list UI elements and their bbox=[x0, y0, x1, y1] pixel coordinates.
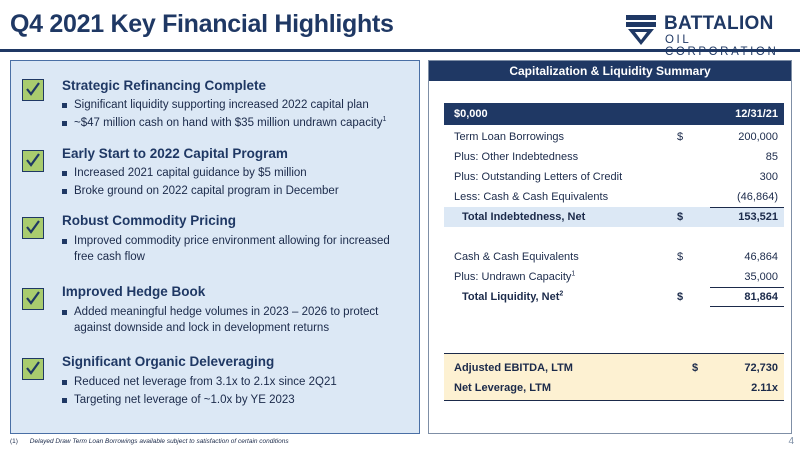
highlights-panel bbox=[10, 60, 420, 434]
row-label: Plus: Undrawn Capacity$^1$ bbox=[454, 270, 576, 283]
bullet-item: ~$47 million cash on hand with $35 million undrawn capacity$^1$ bbox=[62, 115, 412, 131]
section-title: Improved Hedge Book bbox=[62, 284, 206, 299]
logo-wordmark: BATTALION bbox=[664, 13, 774, 34]
ebitda-row bbox=[444, 358, 784, 378]
page-number: 4 bbox=[788, 436, 794, 447]
units-label: $0,000 bbox=[454, 108, 488, 120]
section-title: Strategic Refinancing Complete bbox=[62, 78, 267, 93]
page-title: Q4 2021 Key Financial Highlights bbox=[10, 10, 394, 38]
row-label: Term Loan Borrowings bbox=[454, 131, 565, 143]
table-row bbox=[444, 147, 784, 167]
checkmark-icon bbox=[22, 288, 44, 310]
currency-symbol: $ bbox=[677, 131, 684, 143]
section-title: Early Start to 2022 Capital Program bbox=[62, 146, 288, 161]
currency-symbol: $ bbox=[677, 211, 684, 223]
row-value: 72,730 bbox=[744, 362, 778, 374]
company-logo bbox=[624, 13, 794, 58]
row-label: Adjusted EBITDA, LTM bbox=[454, 362, 573, 374]
row-label: Cash & Cash Equivalents bbox=[454, 251, 579, 263]
row-value: 153,521 bbox=[738, 211, 778, 223]
row-label: Plus: Outstanding Letters of Credit bbox=[454, 171, 623, 183]
footnote-text: Delayed Draw Term Loan Borrowings available subject to satisfaction of certain conditions bbox=[29, 438, 289, 445]
footnote-number: (1) bbox=[10, 438, 18, 445]
table-row bbox=[444, 187, 784, 207]
table-header bbox=[444, 103, 784, 125]
panel-header: Capitalization & Liquidity Summary bbox=[429, 61, 791, 81]
row-value: 85 bbox=[765, 151, 778, 163]
section-title: Significant Organic Deleveraging bbox=[62, 354, 275, 369]
bullet-item: Significant liquidity supporting increased 2022 capital plan bbox=[62, 97, 412, 113]
battalion-logo-icon bbox=[624, 13, 658, 47]
currency-symbol: $ bbox=[677, 291, 684, 303]
row-value: 200,000 bbox=[738, 131, 778, 143]
total-row bbox=[444, 287, 784, 307]
row-value: (46,864) bbox=[737, 191, 778, 203]
bullet-item: Reduced net leverage from 3.1x to 2.1x since 2Q21 bbox=[62, 374, 412, 390]
table-row bbox=[444, 167, 784, 187]
currency-symbol: $ bbox=[692, 362, 699, 374]
section-title: Robust Commodity Pricing bbox=[62, 213, 237, 228]
date-column-header: 12/31/21 bbox=[735, 108, 778, 120]
row-label: Total Indebtedness, Net bbox=[462, 211, 586, 223]
bullet-item: Added meaningful hedge volumes in 2023 – 2026 to protect against downside and lock in development returns bbox=[62, 304, 412, 336]
row-label: Net Leverage, LTM bbox=[454, 382, 551, 394]
logo-subtitle: OIL CORPORATION bbox=[665, 34, 779, 58]
row-label: Plus: Other Indebtedness bbox=[454, 151, 579, 163]
leverage-summary-box bbox=[444, 353, 784, 401]
currency-symbol: $ bbox=[677, 251, 684, 263]
row-label: Less: Cash & Cash Equivalents bbox=[454, 191, 609, 203]
footnote bbox=[10, 438, 289, 445]
row-value: 81,864 bbox=[744, 291, 778, 303]
capitalization-panel bbox=[428, 60, 792, 434]
checkmark-icon bbox=[22, 79, 44, 101]
row-value: 35,000 bbox=[744, 271, 778, 283]
row-value: 46,864 bbox=[744, 251, 778, 263]
total-row bbox=[444, 207, 784, 227]
checkmark-icon bbox=[22, 150, 44, 172]
checkmark-icon bbox=[22, 358, 44, 380]
bullet-item: Improved commodity price environment allowing for increased free cash flow bbox=[62, 233, 412, 265]
table-row bbox=[444, 127, 784, 147]
leverage-row bbox=[444, 378, 784, 398]
table-row bbox=[444, 247, 784, 267]
checkmark-icon bbox=[22, 217, 44, 239]
row-value: 300 bbox=[759, 171, 778, 183]
row-value: 2.11x bbox=[751, 382, 778, 394]
table-row bbox=[444, 267, 784, 287]
bullet-item: Targeting net leverage of ~1.0x by YE 2023 bbox=[62, 392, 412, 408]
bullet-item: Increased 2021 capital guidance by $5 million bbox=[62, 165, 412, 181]
bullet-item: Broke ground on 2022 capital program in December bbox=[62, 183, 412, 199]
row-label: Total Liquidity, Net$^2$ bbox=[462, 290, 564, 303]
